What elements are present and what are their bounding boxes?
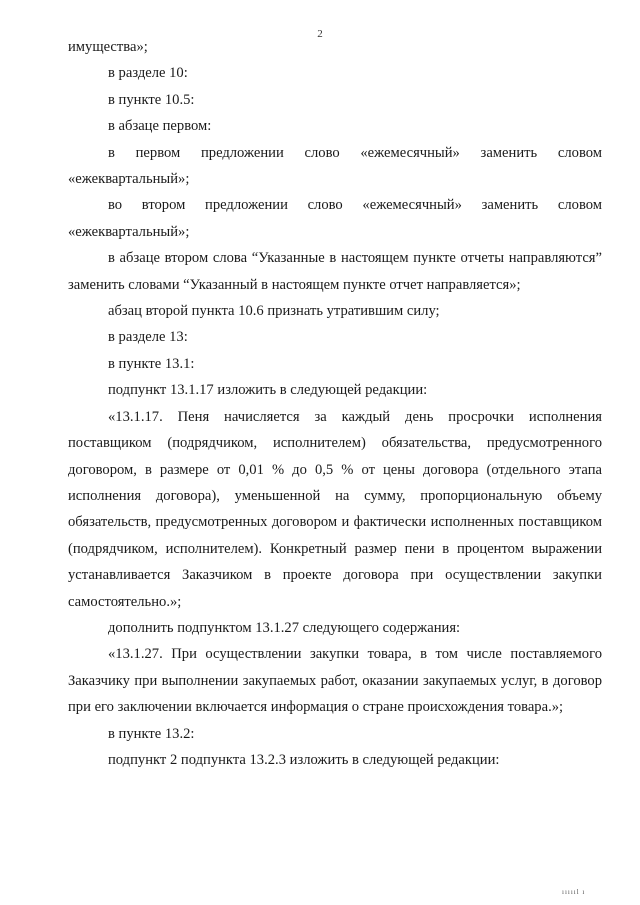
page-number: 2	[317, 28, 323, 40]
paragraph: в абзаце втором слова “Указанные в настоящем пункте отчеты направляются” заменить словами “Указанный в настоящем пункте отчет направляется»;	[68, 250, 602, 293]
paragraph: во втором предложении слово «ежемесячный» заменить словом «ежеквартальный»;	[68, 197, 602, 240]
paragraph: «13.1.17. Пеня начисляется за каждый день просрочки исполнения поставщиком (подрядчиком, исполнителем) обязательства, предусмотренного договором, в размере от 0,01 % до 0,5 % от цены договора (отдельного этапа исполнения договора), уменьшенной на сумму, пропорциональную объему обязательств, предусмотренных договором и фактически исполненных поставщиком (подрядчиком, исполнителем). Конкретный размер пени в процентом выражении устанавливается Заказчиком в проекте договора при осуществлении закупки самостоятельно.»;	[68, 408, 602, 610]
scan-footer-mark: ıııııl ı	[562, 888, 586, 896]
paragraph: в абзаце первом:	[108, 118, 212, 135]
paragraph: в пункте 10.5:	[108, 91, 195, 108]
paragraph: в пункте 13.1:	[108, 355, 195, 372]
document-body	[68, 34, 602, 773]
paragraph: в разделе 10:	[108, 65, 188, 82]
paragraph: в пункте 13.2:	[108, 725, 195, 742]
paragraph: дополнить подпунктом 13.1.27 следующего содержания:	[108, 619, 461, 636]
paragraph: подпункт 2 подпункта 13.2.3 изложить в следующей редакции:	[108, 751, 500, 768]
paragraph: подпункт 13.1.17 изложить в следующей редакции:	[108, 382, 428, 399]
paragraph: абзац второй пункта 10.6 признать утратившим силу;	[108, 303, 440, 320]
paragraph: в первом предложении слово «ежемесячный» заменить словом «ежеквартальный»;	[68, 144, 602, 188]
paragraph: «13.1.27. При осуществлении закупки товара, в том числе поставляемого Заказчику при выполнении закупаемых работ, оказании закупаемых услуг, в договор при его заключении включается информация о стране происхождения товара.»;	[68, 646, 602, 716]
paragraph: имущества»;	[68, 39, 148, 55]
paragraph: в разделе 13:	[108, 329, 188, 346]
